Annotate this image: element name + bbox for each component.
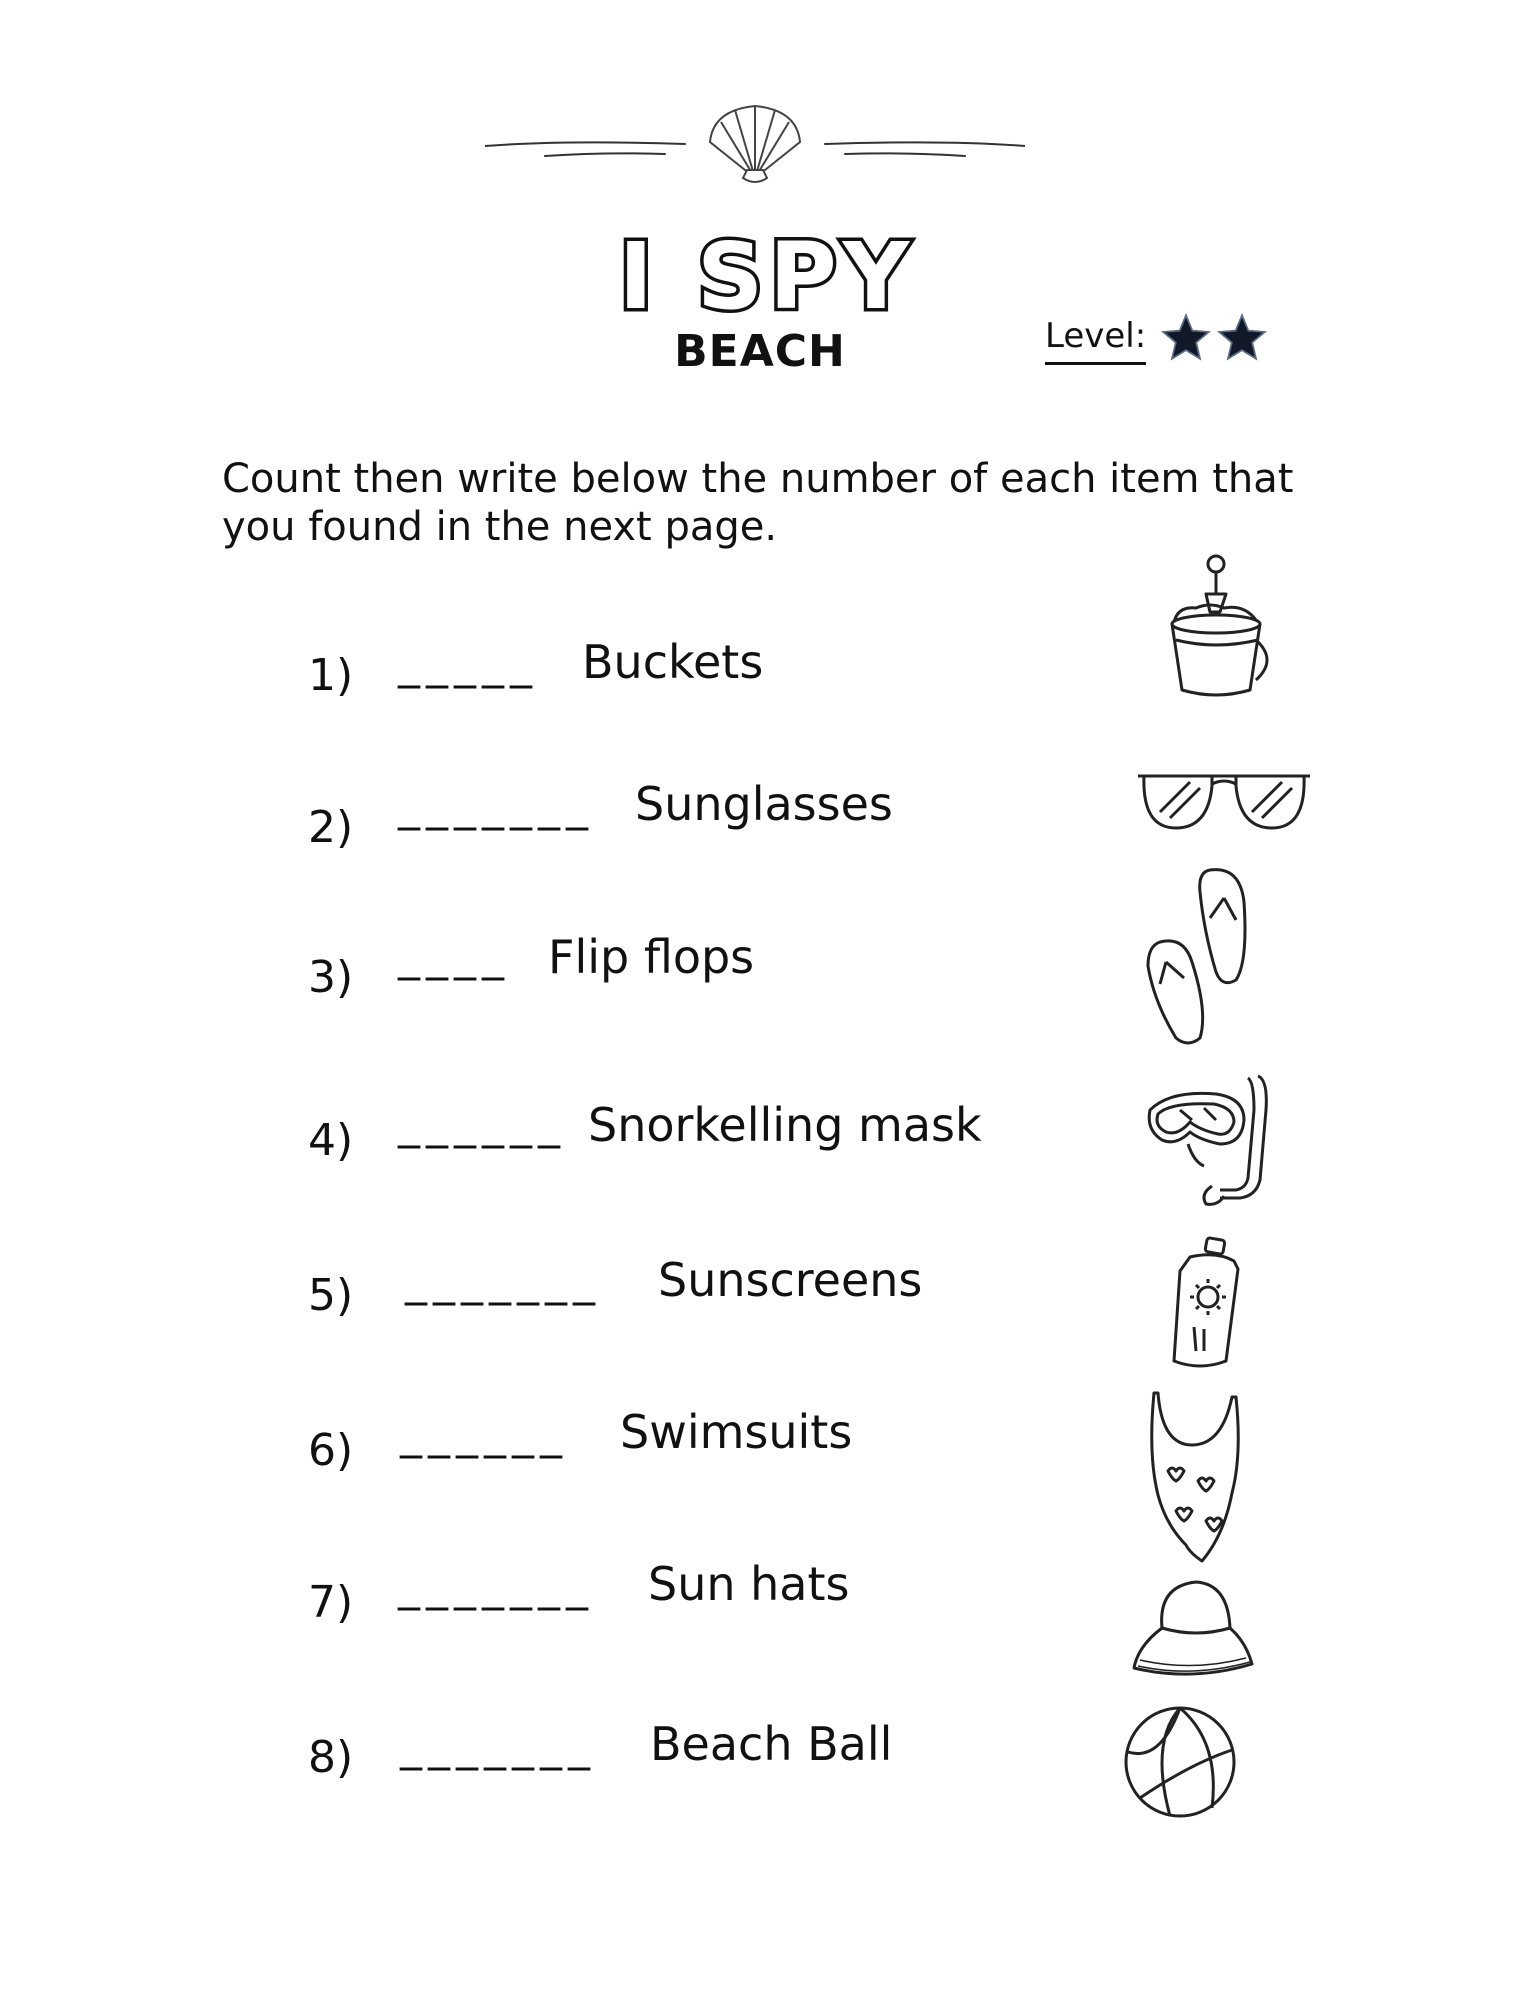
item-number: 6) [308, 1425, 354, 1476]
list-item [0, 1712, 1533, 1862]
list-item [0, 1552, 1533, 1702]
answer-blank: _______ [398, 780, 594, 831]
answer-blank: _______ [398, 1560, 594, 1611]
flip-flops-icon [1140, 862, 1260, 1052]
bucket-icon [1160, 550, 1280, 700]
answer-blank: ____ [398, 930, 510, 981]
swimsuit-icon [1140, 1385, 1250, 1565]
item-label: Snorkelling mask [588, 1098, 982, 1152]
item-number: 4) [308, 1115, 354, 1166]
answer-blank: _____ [398, 638, 538, 689]
item-label: Beach Ball [650, 1717, 893, 1771]
item-number: 5) [308, 1270, 354, 1321]
page-subtitle: BEACH [674, 326, 846, 377]
sun-hat-icon [1128, 1572, 1258, 1682]
sunscreen-icon [1160, 1235, 1250, 1375]
level-label: Level: [1045, 316, 1146, 365]
item-number: 7) [308, 1577, 354, 1628]
snorkel-mask-icon [1140, 1070, 1280, 1210]
list-item [0, 1090, 1533, 1240]
item-label: Flip flops [548, 930, 755, 984]
list-item [0, 772, 1533, 922]
item-label: Sun hats [648, 1557, 850, 1611]
item-number: 1) [308, 650, 354, 701]
instructions-text: Count then write below the number of each item that you found in the next page. [222, 456, 1294, 550]
list-item [0, 630, 1533, 780]
page-title [0, 220, 1533, 335]
seashell-divider-icon [485, 100, 1025, 190]
item-number: 8) [308, 1732, 354, 1783]
level-indicator [1045, 312, 1272, 369]
star-icon [1216, 312, 1268, 364]
item-label: Sunglasses [635, 777, 893, 831]
list-item [0, 922, 1533, 1072]
item-number: 2) [308, 802, 354, 853]
answer-blank: ______ [398, 1098, 566, 1149]
list-item [0, 1400, 1533, 1550]
item-number: 3) [308, 952, 354, 1003]
list-item [0, 1245, 1533, 1395]
level-stars [1160, 312, 1272, 369]
star-icon [1160, 312, 1212, 364]
item-label: Buckets [582, 635, 764, 689]
answer-blank: _______ [405, 1255, 601, 1306]
sunglasses-icon [1134, 762, 1314, 842]
answer-blank: _______ [400, 1720, 596, 1771]
answer-blank: ______ [400, 1408, 568, 1459]
item-label: Sunscreens [658, 1253, 923, 1307]
beach-ball-icon [1120, 1702, 1240, 1822]
title-text: I SPY [618, 223, 915, 330]
item-label: Swimsuits [620, 1405, 853, 1459]
